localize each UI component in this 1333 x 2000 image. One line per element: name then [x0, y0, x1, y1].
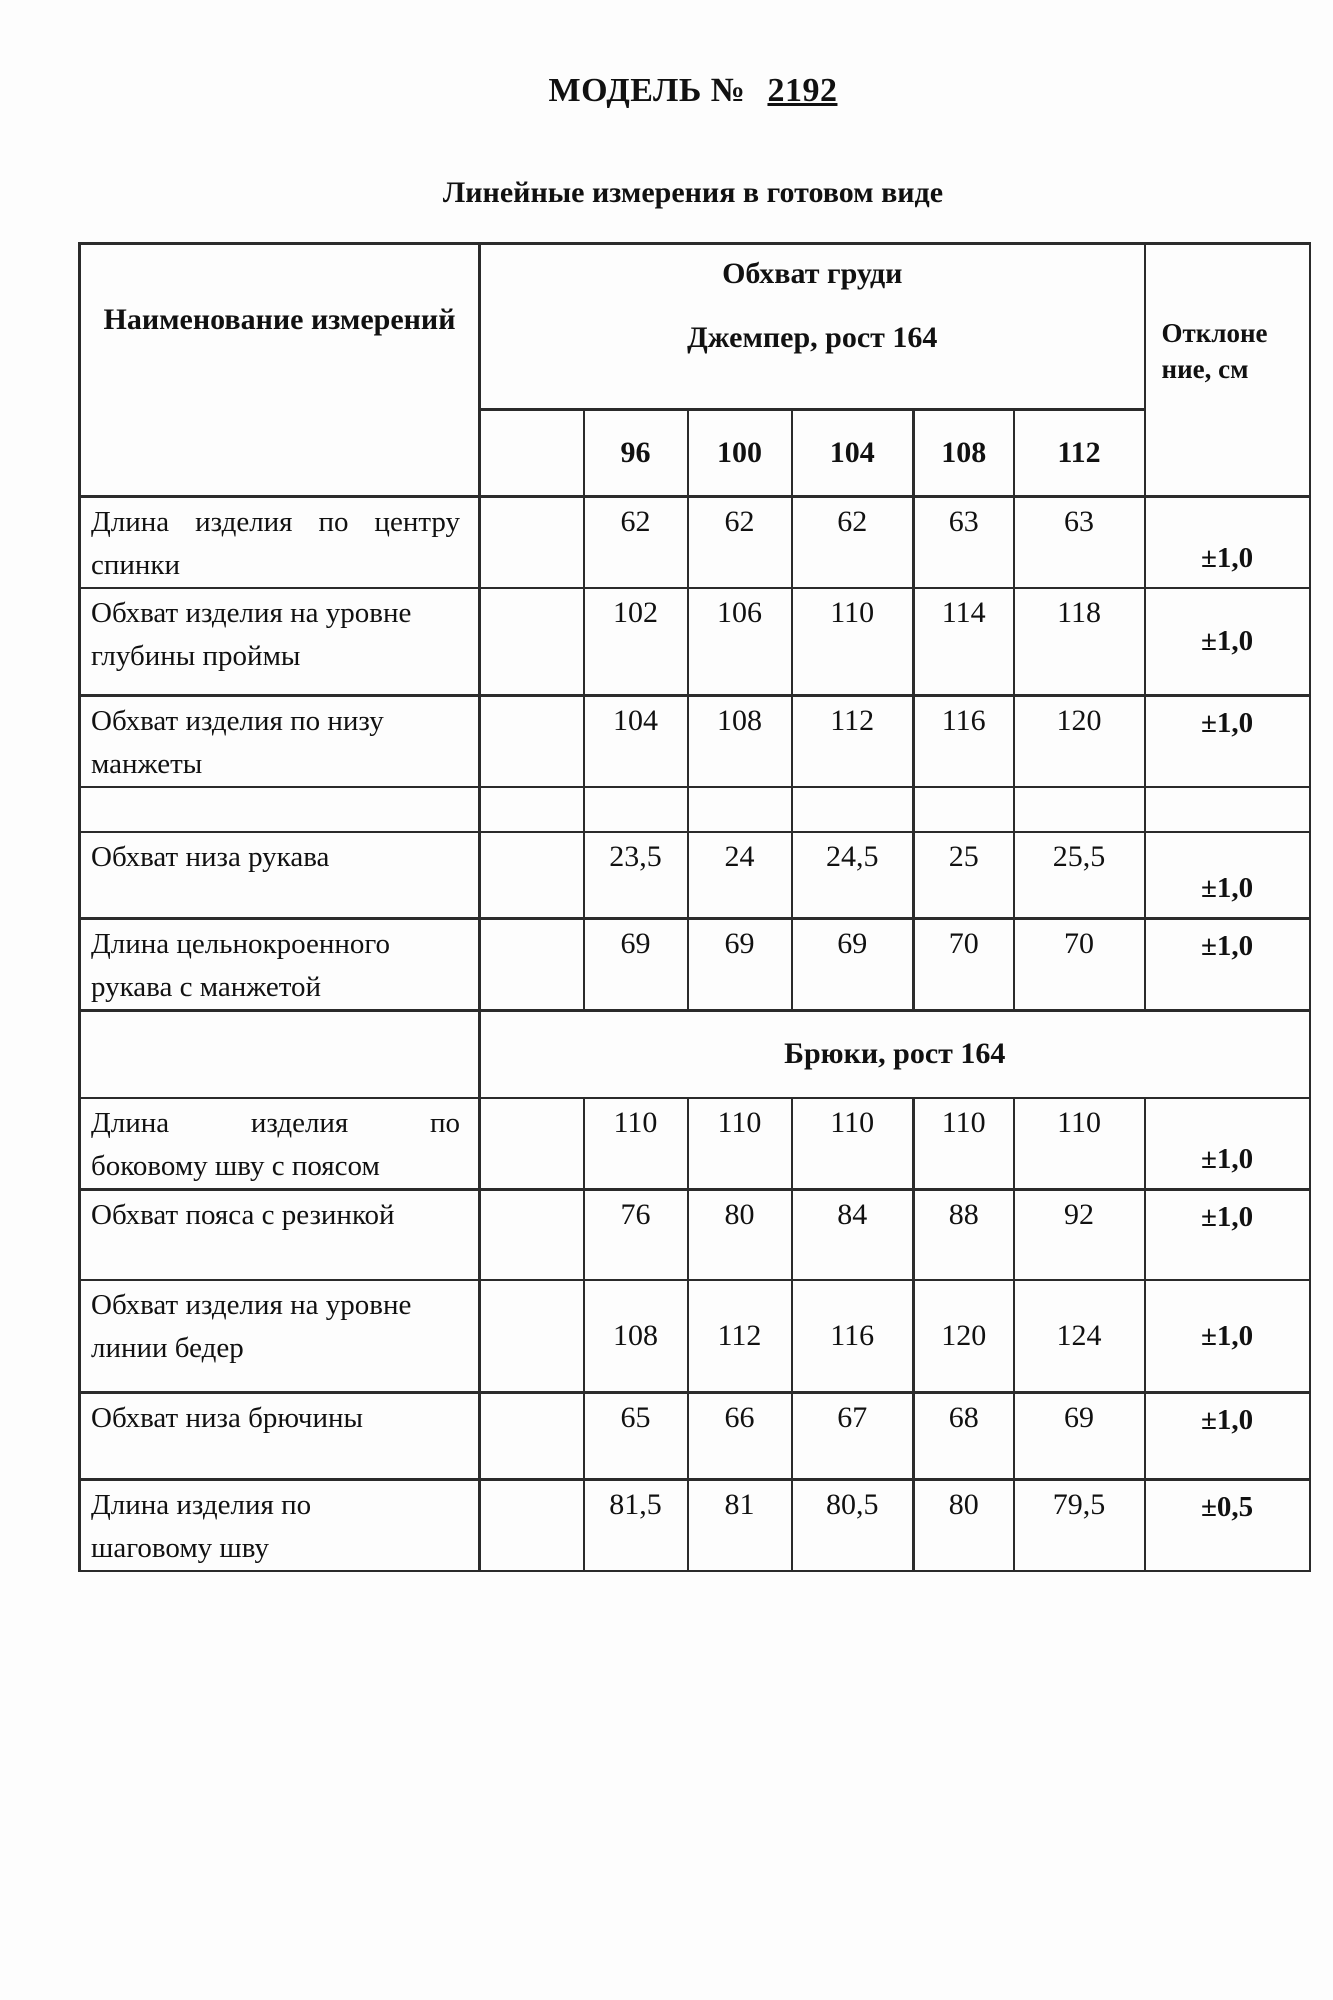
size-108: 108 — [914, 410, 1014, 497]
empty-cell — [480, 1189, 584, 1280]
name-header-cell: Наименование измерений — [103, 303, 456, 336]
spacer-row — [80, 787, 1310, 832]
empty-cell — [80, 1011, 480, 1098]
value-cell: 84 — [792, 1189, 914, 1280]
model-label: МОДЕЛЬ № — [548, 72, 746, 109]
value-cell: 110 — [914, 1098, 1014, 1190]
value-cell: 110 — [792, 588, 914, 695]
row-label: Длина изделия по центру спинки — [80, 497, 480, 589]
row-label: Обхват изделия на уровне глубины проймы — [80, 588, 480, 695]
empty-cell — [914, 787, 1014, 832]
value-cell: 81 — [688, 1479, 792, 1571]
value-cell: 116 — [914, 695, 1014, 787]
section-header-row — [80, 1011, 1310, 1098]
deviation-cell: ±1,0 — [1145, 695, 1310, 787]
value-cell: 110 — [792, 1098, 914, 1190]
row-label: Длина цельнокроенного рукава с манжетой — [80, 919, 480, 1011]
empty-cell — [480, 497, 584, 589]
empty-cell — [480, 919, 584, 1011]
value-cell: 106 — [688, 588, 792, 695]
value-cell: 110 — [1014, 1098, 1145, 1190]
value-cell: 102 — [584, 588, 688, 695]
value-cell: 23,5 — [584, 832, 688, 919]
value-cell: 69 — [1014, 1392, 1145, 1479]
table-row — [80, 1098, 1310, 1190]
trousers-header: Брюки, рост 164 — [480, 1011, 1310, 1098]
model-number: 2192 — [767, 72, 838, 109]
value-cell: 69 — [792, 919, 914, 1011]
row-label: Обхват низа рукава — [80, 832, 480, 919]
value-cell: 80 — [914, 1479, 1014, 1571]
empty-cell — [480, 1479, 584, 1571]
chest-header: Обхват груди — [722, 257, 903, 290]
deviation-cell: ±1,0 — [1145, 588, 1310, 695]
empty-cell — [480, 787, 584, 832]
value-cell: 62 — [584, 497, 688, 589]
value-cell: 124 — [1014, 1280, 1145, 1392]
row-label: Обхват пояса с резинкой — [80, 1189, 480, 1280]
row-label: Обхват изделия по низу манжеты — [80, 695, 480, 787]
value-cell: 92 — [1014, 1189, 1145, 1280]
table-row — [80, 588, 1310, 695]
empty-cell — [480, 410, 584, 497]
empty-cell — [480, 832, 584, 919]
value-cell: 80,5 — [792, 1479, 914, 1571]
value-cell: 120 — [914, 1280, 1014, 1392]
deviation-cell: ±0,5 — [1145, 1479, 1310, 1571]
value-cell: 76 — [584, 1189, 688, 1280]
measurements-table — [78, 242, 1311, 1572]
size-112: 112 — [1014, 410, 1145, 497]
value-cell: 25 — [914, 832, 1014, 919]
size-96: 96 — [584, 410, 688, 497]
value-cell: 110 — [688, 1098, 792, 1190]
empty-cell — [792, 787, 914, 832]
deviation-cell: ±1,0 — [1145, 497, 1310, 589]
deviation-cell: ±1,0 — [1145, 832, 1310, 919]
empty-cell — [480, 1280, 584, 1392]
empty-cell — [584, 787, 688, 832]
value-cell: 116 — [792, 1280, 914, 1392]
value-cell: 112 — [688, 1280, 792, 1392]
value-cell: 108 — [688, 695, 792, 787]
empty-cell — [688, 787, 792, 832]
value-cell: 110 — [584, 1098, 688, 1190]
table-row — [80, 1280, 1310, 1392]
size-100: 100 — [688, 410, 792, 497]
table-row — [80, 919, 1310, 1011]
row-label: Обхват изделия на уровне линии бедер — [80, 1280, 480, 1392]
value-cell: 88 — [914, 1189, 1014, 1280]
value-cell: 81,5 — [584, 1479, 688, 1571]
value-cell: 70 — [1014, 919, 1145, 1011]
value-cell: 108 — [584, 1280, 688, 1392]
empty-cell — [480, 695, 584, 787]
table-row — [80, 832, 1310, 919]
table-row — [80, 1392, 1310, 1479]
value-cell: 66 — [688, 1392, 792, 1479]
chest-group-header-cell — [480, 244, 1145, 410]
size-104: 104 — [792, 410, 914, 497]
row-label: Длина изделия по шаговому шву — [80, 1479, 480, 1571]
empty-cell — [1145, 787, 1310, 832]
row-label: Обхват низа брючины — [80, 1392, 480, 1479]
deviation-cell: ±1,0 — [1145, 1392, 1310, 1479]
value-cell: 112 — [792, 695, 914, 787]
value-cell: 65 — [584, 1392, 688, 1479]
value-cell: 80 — [688, 1189, 792, 1280]
empty-cell — [480, 1098, 584, 1190]
value-cell: 68 — [914, 1392, 1014, 1479]
value-cell: 120 — [1014, 695, 1145, 787]
table-row — [80, 1189, 1310, 1280]
value-cell: 114 — [914, 588, 1014, 695]
deviation-cell: ±1,0 — [1145, 1280, 1310, 1392]
value-cell: 24 — [688, 832, 792, 919]
value-cell: 79,5 — [1014, 1479, 1145, 1571]
value-cell: 24,5 — [792, 832, 914, 919]
empty-cell — [480, 1392, 584, 1479]
value-cell: 118 — [1014, 588, 1145, 695]
jumper-header: Джемпер, рост 164 — [687, 321, 938, 354]
table-row — [80, 1479, 1310, 1571]
value-cell: 69 — [584, 919, 688, 1011]
value-cell: 67 — [792, 1392, 914, 1479]
value-cell: 63 — [1014, 497, 1145, 589]
table-row — [80, 497, 1310, 589]
value-cell: 62 — [792, 497, 914, 589]
page-title — [78, 72, 1308, 110]
value-cell: 25,5 — [1014, 832, 1145, 919]
page-subtitle: Линейные измерения в готовом виде — [442, 176, 944, 209]
value-cell: 69 — [688, 919, 792, 1011]
value-cell: 70 — [914, 919, 1014, 1011]
table-row — [80, 695, 1310, 787]
value-cell: 104 — [584, 695, 688, 787]
deviation-cell: ±1,0 — [1145, 919, 1310, 1011]
value-cell: 62 — [688, 497, 792, 589]
empty-cell — [480, 588, 584, 695]
row-label: Длина изделия по боковому шву с поясом — [80, 1098, 480, 1190]
empty-cell — [80, 787, 480, 832]
empty-cell — [1014, 787, 1145, 832]
value-cell: 63 — [914, 497, 1014, 589]
table-header-row — [80, 244, 1310, 410]
deviation-header-cell: Отклоне ние, см — [1145, 244, 1310, 497]
deviation-cell: ±1,0 — [1145, 1098, 1310, 1190]
deviation-cell: ±1,0 — [1145, 1189, 1310, 1280]
